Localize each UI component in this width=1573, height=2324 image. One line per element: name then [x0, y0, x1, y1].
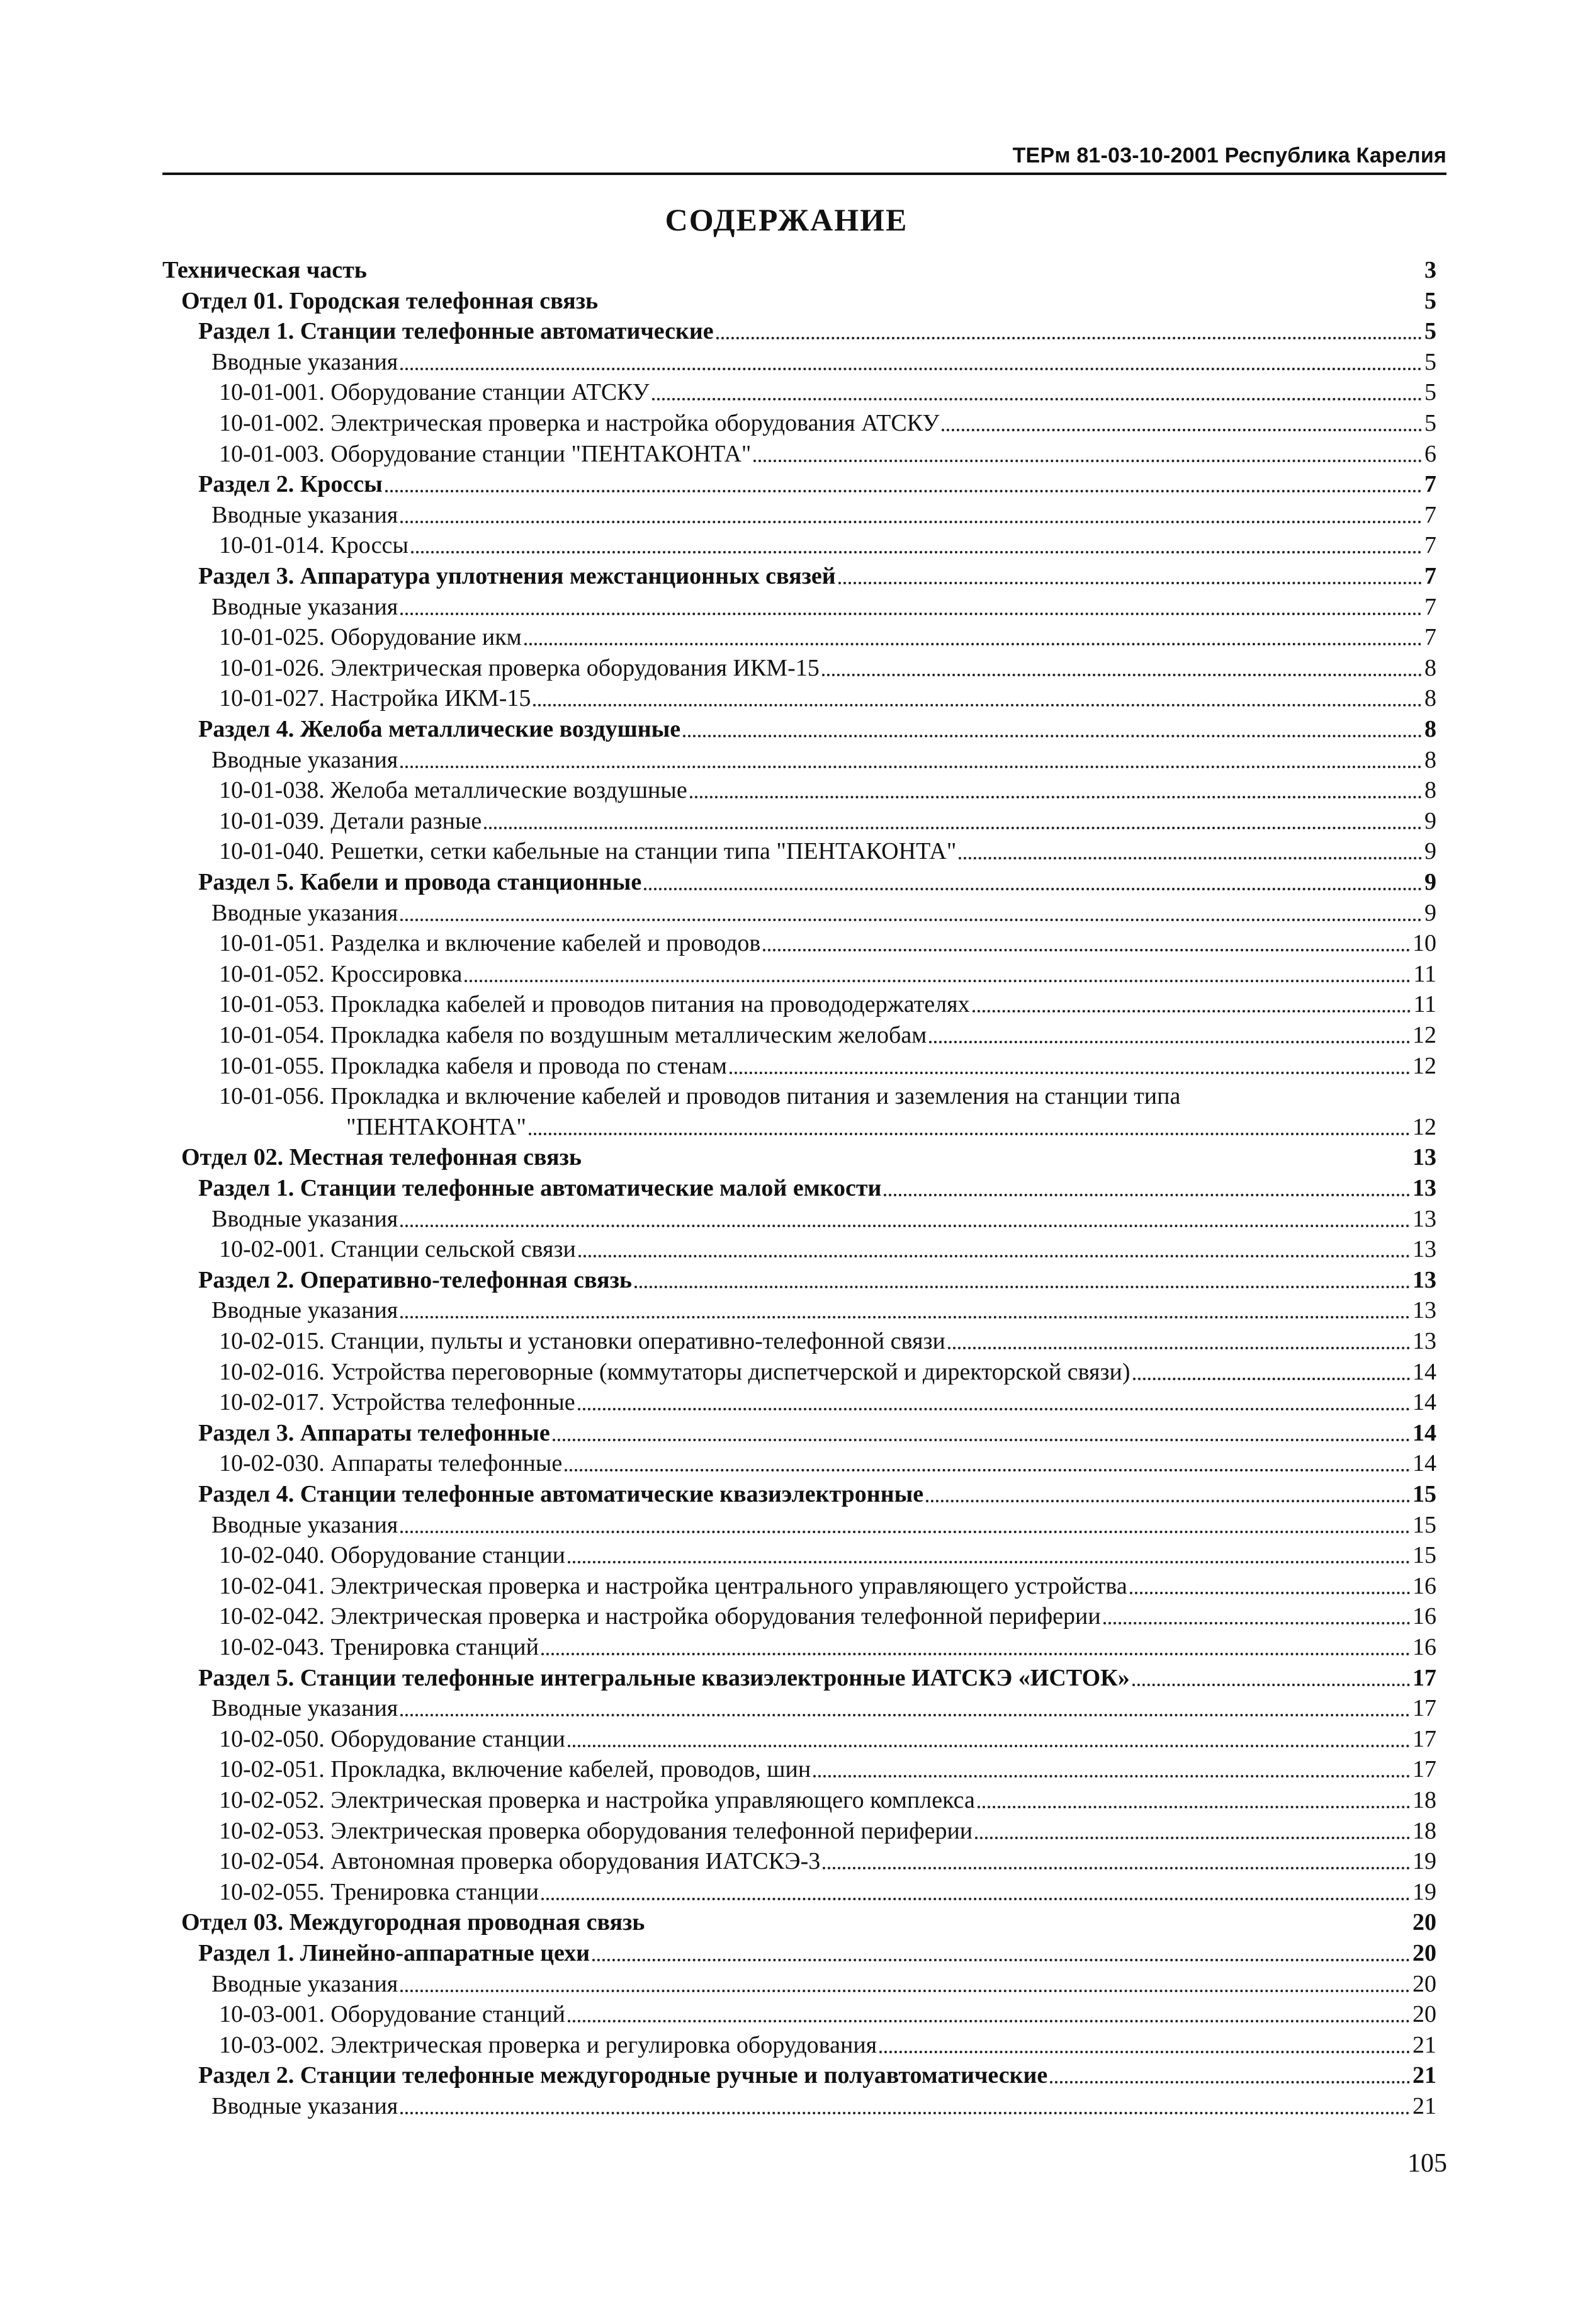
toc-heading [198, 714, 1436, 744]
document-id: ТЕРм 81-03-10-2001 Республика Карелия [1012, 144, 1446, 167]
toc-entry-title: Вводные указания [211, 594, 398, 620]
toc-heading [198, 1479, 1436, 1509]
toc-entry [219, 775, 1436, 805]
toc-entry [219, 1020, 1436, 1050]
toc-entry-page: 16 [1412, 1603, 1436, 1630]
toc-entry-page: 16 [1412, 1573, 1436, 1599]
toc-entry-page: 19 [1412, 1879, 1436, 1905]
toc-leader-dots [1050, 2081, 1410, 2083]
toc-leader-dots [884, 1194, 1410, 1196]
toc-entry-page: 20 [1412, 1909, 1436, 1936]
toc-entry [219, 1724, 1436, 1754]
toc-heading [198, 1173, 1436, 1203]
toc-leader-dots [568, 1561, 1410, 1563]
toc-entry-title: Раздел 5. Кабели и провода станционные [198, 869, 642, 895]
toc-entry [219, 1448, 1436, 1478]
toc-entry-page: 8 [1424, 716, 1436, 742]
toc-entry-page: 17 [1412, 1665, 1436, 1691]
toc-entry-page: 13 [1412, 1206, 1436, 1232]
toc-leader-dots [959, 857, 1422, 859]
toc-leader-dots [578, 1255, 1410, 1257]
toc-entry [219, 1754, 1436, 1784]
toc-leader-dots [524, 643, 1422, 645]
toc-leader-dots [813, 1775, 1410, 1777]
toc-leader-dots [634, 1286, 1410, 1288]
toc-entry [219, 377, 1436, 407]
toc-entry [219, 1846, 1436, 1876]
toc-entry [211, 1295, 1436, 1325]
toc-leader-dots [400, 2112, 1410, 2114]
toc-entry-page: 12 [1412, 1053, 1436, 1079]
toc-leader-dots [1132, 1684, 1410, 1686]
toc-heading [198, 2060, 1436, 2090]
toc-leader-dots [578, 1408, 1410, 1410]
running-header [162, 137, 1446, 175]
toc-entry-page: 3 [1424, 257, 1436, 283]
toc-entry [219, 439, 1436, 469]
toc-entry-page: 15 [1412, 1512, 1436, 1538]
toc-entry-page: 8 [1424, 747, 1436, 773]
toc-entry-title: Вводные указания [211, 900, 398, 926]
toc-entry-title: Раздел 1. Линейно-аппаратные цехи [198, 1940, 590, 1966]
toc-entry-title: Вводные указания [211, 502, 398, 528]
toc-entry-page: 18 [1412, 1787, 1436, 1813]
toc-entry-page: 20 [1412, 1940, 1436, 1966]
toc-leader-dots [533, 704, 1422, 706]
toc-leader-dots [541, 1898, 1410, 1900]
toc-entry-page: 14 [1412, 1359, 1436, 1385]
toc-leader-dots [973, 1010, 1411, 1012]
toc-entry-page: 20 [1412, 1971, 1436, 1997]
toc-leader-dots [753, 460, 1422, 462]
toc-heading [181, 286, 1436, 316]
toc-leader-dots [400, 1714, 1410, 1716]
toc-leader-dots [400, 766, 1422, 768]
toc-entry-page: 5 [1424, 288, 1436, 314]
toc-entry-title: 10-01-003. Оборудование станции "ПЕНТАКОНТА" [219, 441, 752, 467]
toc-entry [346, 1112, 1436, 1142]
toc-entry-title: "ПЕНТАКОНТА" [346, 1114, 526, 1140]
toc-entry-page: 18 [1412, 1818, 1436, 1844]
toc-entry [211, 592, 1436, 622]
toc-entry-title: Раздел 3. Аппараты телефонные [198, 1420, 550, 1446]
toc-entry [219, 622, 1436, 652]
toc-heading [198, 1938, 1436, 1968]
toc-entry-title: 10-02-054. Автономная проверка оборудования ИАТСКЭ-3 [219, 1848, 821, 1874]
toc-entry-page: 15 [1412, 1542, 1436, 1568]
toc-leader-dots [400, 1225, 1410, 1227]
toc-entry-title: Раздел 1. Станции телефонные автоматические [198, 318, 714, 344]
toc-entry-title: Раздел 2. Станции телефонные междугородные ручные и полуавтоматические [198, 2062, 1048, 2089]
toc-leader-dots [385, 490, 1422, 492]
toc-entry-page: 17 [1412, 1695, 1436, 1721]
toc-entry-page: 12 [1412, 1114, 1436, 1140]
toc-entry-page: 9 [1424, 808, 1436, 834]
toc-leader-dots [978, 1806, 1410, 1808]
toc-entry-title: Вводные указания [211, 2093, 398, 2119]
toc-entry-title: Раздел 1. Станции телефонные автоматические малой емкости [198, 1175, 882, 1201]
toc-leader-dots [975, 1837, 1410, 1839]
toc-entry-page: 14 [1412, 1389, 1436, 1415]
toc-entry [211, 1510, 1436, 1540]
toc-entry-title: 10-02-001. Станции сельской связи [219, 1236, 576, 1262]
toc-entry [219, 928, 1436, 958]
toc-entry-page: 21 [1412, 2062, 1436, 2089]
toc-entry-page: 5 [1424, 349, 1436, 375]
toc-entry-title: 10-01-025. Оборудование икм [219, 624, 522, 650]
toc-entry-title: 10-02-052. Электрическая проверка и настройка управляющего комплекса [219, 1787, 975, 1813]
toc-entry [219, 1357, 1436, 1387]
toc-heading [198, 1418, 1436, 1448]
toc-leader-dots [1103, 1622, 1410, 1624]
toc-entry-page: 13 [1412, 1144, 1436, 1171]
toc-leader-dots [683, 735, 1422, 737]
toc-entry [219, 836, 1436, 866]
toc-entry-page: 5 [1424, 410, 1436, 436]
toc-entry-title: Отдел 03. Междугородная проводная связь [181, 1909, 645, 1936]
toc-entry-page: 8 [1424, 777, 1436, 803]
toc-entry-title: Раздел 4. Желоба металлические воздушные [198, 716, 681, 742]
toc-entry [219, 989, 1436, 1019]
toc-entry [211, 1204, 1436, 1234]
toc-leader-dots [838, 582, 1422, 584]
toc-entry [211, 745, 1436, 775]
toc-leader-dots [529, 1133, 1410, 1135]
toc-entry [219, 653, 1436, 683]
page-number: 105 [1407, 2149, 1447, 2178]
toc-entry [219, 408, 1436, 438]
toc-entry [219, 1877, 1436, 1907]
toc-entry-title: Раздел 3. Аппаратура уплотнения межстанционных связей [198, 563, 836, 589]
toc-entry-page: 11 [1413, 961, 1436, 987]
toc-leader-dots [400, 1316, 1410, 1318]
toc-leader-dots [1133, 1378, 1411, 1380]
toc-entry [219, 1785, 1436, 1815]
toc-entry-title: 10-02-040. Оборудование станции [219, 1542, 566, 1568]
toc-entry-title: 10-01-052. Кроссировка [219, 961, 463, 987]
toc-leader-dots [484, 827, 1422, 829]
toc-heading [162, 255, 1436, 285]
toc-heading [198, 561, 1436, 591]
toc-leader-dots [926, 1500, 1410, 1502]
toc-entry-title: 10-02-042. Электрическая проверка и настройка оборудования телефонной периферии [219, 1603, 1101, 1630]
toc-entry [219, 1051, 1436, 1081]
toc-entry [219, 806, 1436, 836]
toc-entry-page: 9 [1424, 869, 1436, 895]
toc-entry [219, 2030, 1436, 2060]
toc-entry [219, 1816, 1436, 1846]
toc-leader-dots [400, 368, 1422, 370]
toc-entry [211, 898, 1436, 928]
toc-entry-page: 9 [1424, 900, 1436, 926]
toc-entry-title: 10-03-002. Электрическая проверка и регулировка оборудования [219, 2032, 877, 2058]
toc-entry [211, 1693, 1436, 1723]
toc-entry-page: 12 [1412, 1022, 1436, 1048]
toc-entry-title: Вводные указания [211, 349, 398, 375]
toc-entry-page: 8 [1424, 685, 1436, 711]
toc-heading [198, 469, 1436, 499]
toc-entry-page: 7 [1424, 532, 1436, 558]
toc-entry [211, 347, 1436, 377]
toc-entry-title: 10-02-055. Тренировка станции [219, 1879, 539, 1905]
toc-entry-title: 10-02-053. Электрическая проверка оборудования телефонной периферии [219, 1818, 973, 1844]
toc-leader-dots [763, 949, 1410, 951]
toc-entry-page: 15 [1412, 1481, 1436, 1507]
toc-heading [198, 1663, 1436, 1693]
toc-entry-title: 10-01-055. Прокладка кабеля и провода по стенам [219, 1053, 727, 1079]
toc-leader-dots [553, 1439, 1410, 1441]
toc-entry-page: 20 [1412, 2001, 1436, 2027]
toc-entry [211, 1969, 1436, 1999]
toc-entry-page: 9 [1424, 838, 1436, 864]
toc-entry-title: Вводные указания [211, 1297, 398, 1324]
toc-entry-title: 10-01-053. Прокладка кабелей и проводов питания на провододержателях [219, 991, 970, 1017]
toc-heading [198, 316, 1436, 346]
toc-entry-page: 13 [1412, 1297, 1436, 1324]
toc-entry-title: 10-01-026. Электрическая проверка оборудования ИКМ-15 [219, 655, 820, 681]
toc-entry-page: 7 [1424, 624, 1436, 650]
toc-entry-title: 10-01-051. Разделка и включение кабелей и проводов [219, 930, 761, 956]
toc-entry [219, 1387, 1436, 1417]
toc-leader-dots [568, 2020, 1410, 2022]
toc-entry-title: 10-02-015. Станции, пульты и установки оперативно-телефонной связи [219, 1328, 945, 1354]
toc-entry-title: 10-01-002. Электрическая проверка и настройка оборудования АТСКУ [219, 410, 940, 436]
toc-leader-dots [942, 429, 1422, 431]
toc-heading [181, 1907, 1436, 1937]
toc-entry-title: 10-01-014. Кроссы [219, 532, 409, 558]
toc-entry-page: 7 [1424, 471, 1436, 497]
toc-leader-dots [400, 521, 1422, 523]
toc-leader-dots [592, 1959, 1410, 1961]
toc-heading [181, 1142, 1436, 1172]
toc-entry-title: 10-03-001. Оборудование станций [219, 2001, 566, 2027]
toc-entry-title: 10-01-054. Прокладка кабеля по воздушным металлическим желобам [219, 1022, 927, 1048]
toc-entry [219, 959, 1436, 989]
toc-entry-page: 7 [1424, 594, 1436, 620]
toc-entry [211, 2091, 1436, 2121]
toc-entry-page: 14 [1412, 1420, 1436, 1446]
toc-entry-title: Отдел 01. Городская телефонная связь [181, 288, 599, 314]
toc-entry-title: 10-02-050. Оборудование станции [219, 1726, 566, 1752]
toc-entry-title: 10-02-041. Электрическая проверка и настройка центрального управляющего устройства [219, 1573, 1127, 1599]
toc-entry-page: 13 [1412, 1267, 1436, 1293]
toc-entry-page: 7 [1424, 563, 1436, 589]
toc-entry-page: 13 [1412, 1328, 1436, 1354]
toc-entry-page: 19 [1412, 1848, 1436, 1874]
toc-entry-page: 8 [1424, 655, 1436, 681]
toc-heading [198, 867, 1436, 897]
toc-leader-dots [948, 1347, 1410, 1349]
toc-leader-dots [400, 919, 1422, 921]
toc-entry [211, 500, 1436, 530]
toc-entry [219, 1540, 1436, 1570]
toc-leader-dots [730, 1072, 1410, 1074]
toc-leader-dots [690, 796, 1422, 798]
toc-entry-title: 10-01-027. Настройка ИКМ-15 [219, 685, 531, 711]
toc-entry-title: Отдел 02. Местная телефонная связь [181, 1144, 582, 1171]
toc-entry-title: Вводные указания [211, 1695, 398, 1721]
toc-entry-title: Вводные указания [211, 747, 398, 773]
toc-entry-title: 10-02-043. Тренировка станций [219, 1634, 539, 1660]
toc-entry-page: 13 [1412, 1236, 1436, 1262]
toc-entry-page: 5 [1424, 379, 1436, 405]
toc-entry-title: 10-01-040. Решетки, сетки кабельные на станции типа "ПЕНТАКОНТА" [219, 838, 957, 864]
toc-entry-title: Техническая часть [162, 257, 367, 283]
toc-entry-page: 10 [1412, 930, 1436, 956]
toc-entry-title: Вводные указания [211, 1971, 398, 1997]
toc-entry [219, 1601, 1436, 1631]
toc-entry-title: Раздел 4. Станции телефонные автоматические квазиэлектронные [198, 1481, 924, 1507]
toc-leader-dots [823, 1867, 1410, 1869]
toc-entry [219, 530, 1436, 560]
toc-leader-dots [565, 1469, 1410, 1471]
toc-entry-page: 7 [1424, 502, 1436, 528]
toc-leader-dots [822, 674, 1422, 676]
toc-entry-title: Вводные указания [211, 1512, 398, 1538]
toc-entry [219, 1081, 1436, 1111]
toc-entry-page: 14 [1412, 1450, 1436, 1477]
toc-entry-page: 6 [1424, 441, 1436, 467]
toc-entry-page: 11 [1413, 991, 1436, 1017]
toc-leader-dots [644, 888, 1422, 890]
toc-entry-title: Раздел 2. Оперативно-телефонная связь [198, 1267, 632, 1293]
toc-entry-title: 10-02-030. Аппараты телефонные [219, 1450, 563, 1477]
toc-leader-dots [929, 1041, 1410, 1043]
toc-leader-dots [568, 1745, 1410, 1747]
toc-entry-page: 17 [1412, 1756, 1436, 1783]
toc-leader-dots [400, 613, 1422, 615]
toc-entry-page: 5 [1424, 318, 1436, 344]
toc-leader-dots [879, 2051, 1410, 2053]
toc-entry-title: 10-01-038. Желоба металлические воздушные [219, 777, 687, 803]
toc-entry-page: 21 [1412, 2032, 1436, 2058]
toc-leader-dots [1130, 1592, 1410, 1594]
toc-leader-dots [652, 398, 1422, 400]
toc-entry-title: Вводные указания [211, 1206, 398, 1232]
toc-entry [219, 1999, 1436, 2029]
toc-leader-dots [400, 1531, 1410, 1533]
toc-entry [219, 683, 1436, 713]
toc-leader-dots [411, 551, 1422, 553]
toc-entry [219, 1632, 1436, 1662]
toc-entry-page: 17 [1412, 1726, 1436, 1752]
page-title: СОДЕРЖАНИЕ [665, 202, 908, 237]
toc-entry-title: 10-02-017. Устройства телефонные [219, 1389, 575, 1415]
toc-leader-dots [716, 337, 1422, 339]
toc-leader-dots [465, 980, 1411, 982]
toc-entry-title: 10-02-051. Прокладка, включение кабелей, проводов, шин [219, 1756, 811, 1783]
toc-entry-page: 16 [1412, 1634, 1436, 1660]
toc-entry-title: 10-02-016. Устройства переговорные (коммутаторы диспетчерской и директорской связи) [219, 1359, 1130, 1385]
toc-leader-dots [400, 1990, 1410, 1992]
toc-entry [219, 1571, 1436, 1601]
toc-entry [219, 1234, 1436, 1264]
toc-entry-title: Раздел 2. Кроссы [198, 471, 383, 497]
toc-heading [198, 1265, 1436, 1295]
toc-entry-page: 13 [1412, 1175, 1436, 1201]
toc-entry-page: 21 [1412, 2093, 1436, 2119]
toc-entry-title: Раздел 5. Станции телефонные интегральные квазиэлектронные ИАТСКЭ «ИСТОК» [198, 1665, 1130, 1691]
toc-entry-title: 10-01-056. Прокладка и включение кабелей и проводов питания и заземления на станции типа [219, 1083, 1181, 1109]
toc-leader-dots [541, 1653, 1410, 1655]
toc-entry-title: 10-01-039. Детали разные [219, 808, 482, 834]
toc-entry [219, 1326, 1436, 1356]
toc-entry-title: 10-01-001. Оборудование станции АТСКУ [219, 379, 650, 405]
